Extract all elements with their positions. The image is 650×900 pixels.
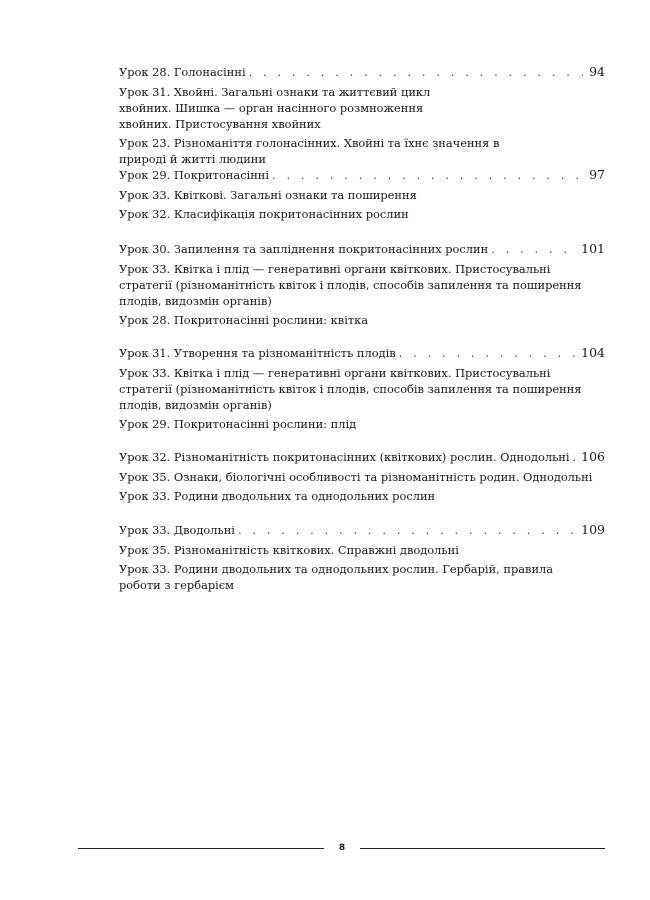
toc-cross-reference: Урок 33. Квітка і плід — генеративні органи квіткових. Пристосувальні стратегії (різноманітність квіток і плодів, способів запилення та поширення плодів, видозмін органів) (119, 366, 582, 412)
toc-entry-page: 106 (581, 449, 605, 464)
toc-section (119, 241, 605, 328)
footer-rule-right (360, 848, 605, 849)
page-footer (78, 841, 605, 855)
toc-entry-page: 104 (581, 345, 605, 360)
toc-section (119, 64, 605, 167)
toc-entry (119, 345, 605, 361)
toc-cross-reference: Урок 33. Родини дводольних та однодольних рослин (119, 489, 436, 503)
toc-entry-title: Урок 29. Покритонасінні (119, 168, 270, 182)
toc-entry-title: Урок 33. Дводольні (119, 523, 235, 537)
toc-entry (119, 522, 605, 538)
toc-section (119, 167, 605, 222)
toc-cross-reference: Урок 31. Хвойні. Загальні ознаки та життєвий цикл хвойних. Шишка — орган насінного розмноження хвойних. Пристосування хвойних (119, 85, 431, 131)
footer-rule-left (78, 848, 324, 849)
toc-cross-reference: Урок 28. Покритонасінні рослини: квітка (119, 313, 369, 327)
toc-entry-page: 94 (589, 64, 605, 79)
toc-cross-reference: Урок 35. Різноманітність квіткових. Справжні дводольні (119, 543, 459, 557)
toc-entry (119, 64, 605, 80)
toc-entry-title: Урок 28. Голонасінні (119, 65, 246, 79)
dot-leader (272, 167, 583, 183)
toc-entry-page: 101 (581, 241, 605, 256)
dot-leader (249, 64, 584, 80)
toc-entry-title: Урок 31. Утворення та різноманітність плодів (119, 346, 396, 360)
toc-entry (119, 449, 605, 465)
page-number: 8 (338, 843, 346, 853)
toc-entry-page: 109 (581, 522, 605, 537)
toc-entry (119, 241, 605, 257)
toc-cross-reference: Урок 23. Різноманіття голонасінних. Хвойні та їхнє значення в природі й житті людини (119, 136, 500, 166)
toc-cross-reference: Урок 35. Ознаки, біологічні особливості та різноманітність родин. Однодольні (119, 470, 593, 484)
toc-entry-title: Урок 32. Різноманітність покритонасінних (квіткових) рослин. Однодольні (119, 450, 570, 464)
toc-cross-reference: Урок 33. Родини дводольних та однодольних рослин. Гербарій, правила роботи з гербарієм (119, 562, 554, 592)
dot-leader (399, 345, 575, 361)
toc-section (119, 449, 605, 504)
toc-section (119, 522, 605, 593)
toc-cross-reference: Урок 32. Класифікація покритонасінних рослин (119, 207, 409, 221)
toc-cross-reference: Урок 29. Покритонасінні рослини: плід (119, 417, 357, 431)
toc-entry-page: 97 (589, 167, 605, 182)
dot-leader (491, 241, 575, 257)
toc-entry-title: Урок 30. Запилення та запліднення покритонасінних рослин (119, 242, 489, 256)
toc-entry (119, 167, 605, 183)
toc-cross-reference: Урок 33. Квіткові. Загальні ознаки та поширення (119, 188, 417, 202)
toc-section (119, 345, 605, 432)
toc-cross-reference: Урок 33. Квітка і плід — генеративні органи квіткових. Пристосувальні стратегії (різноманітність квіток і плодів, способів запилення та поширення плодів, видозмін органів) (119, 262, 582, 308)
dot-leader (238, 522, 575, 538)
